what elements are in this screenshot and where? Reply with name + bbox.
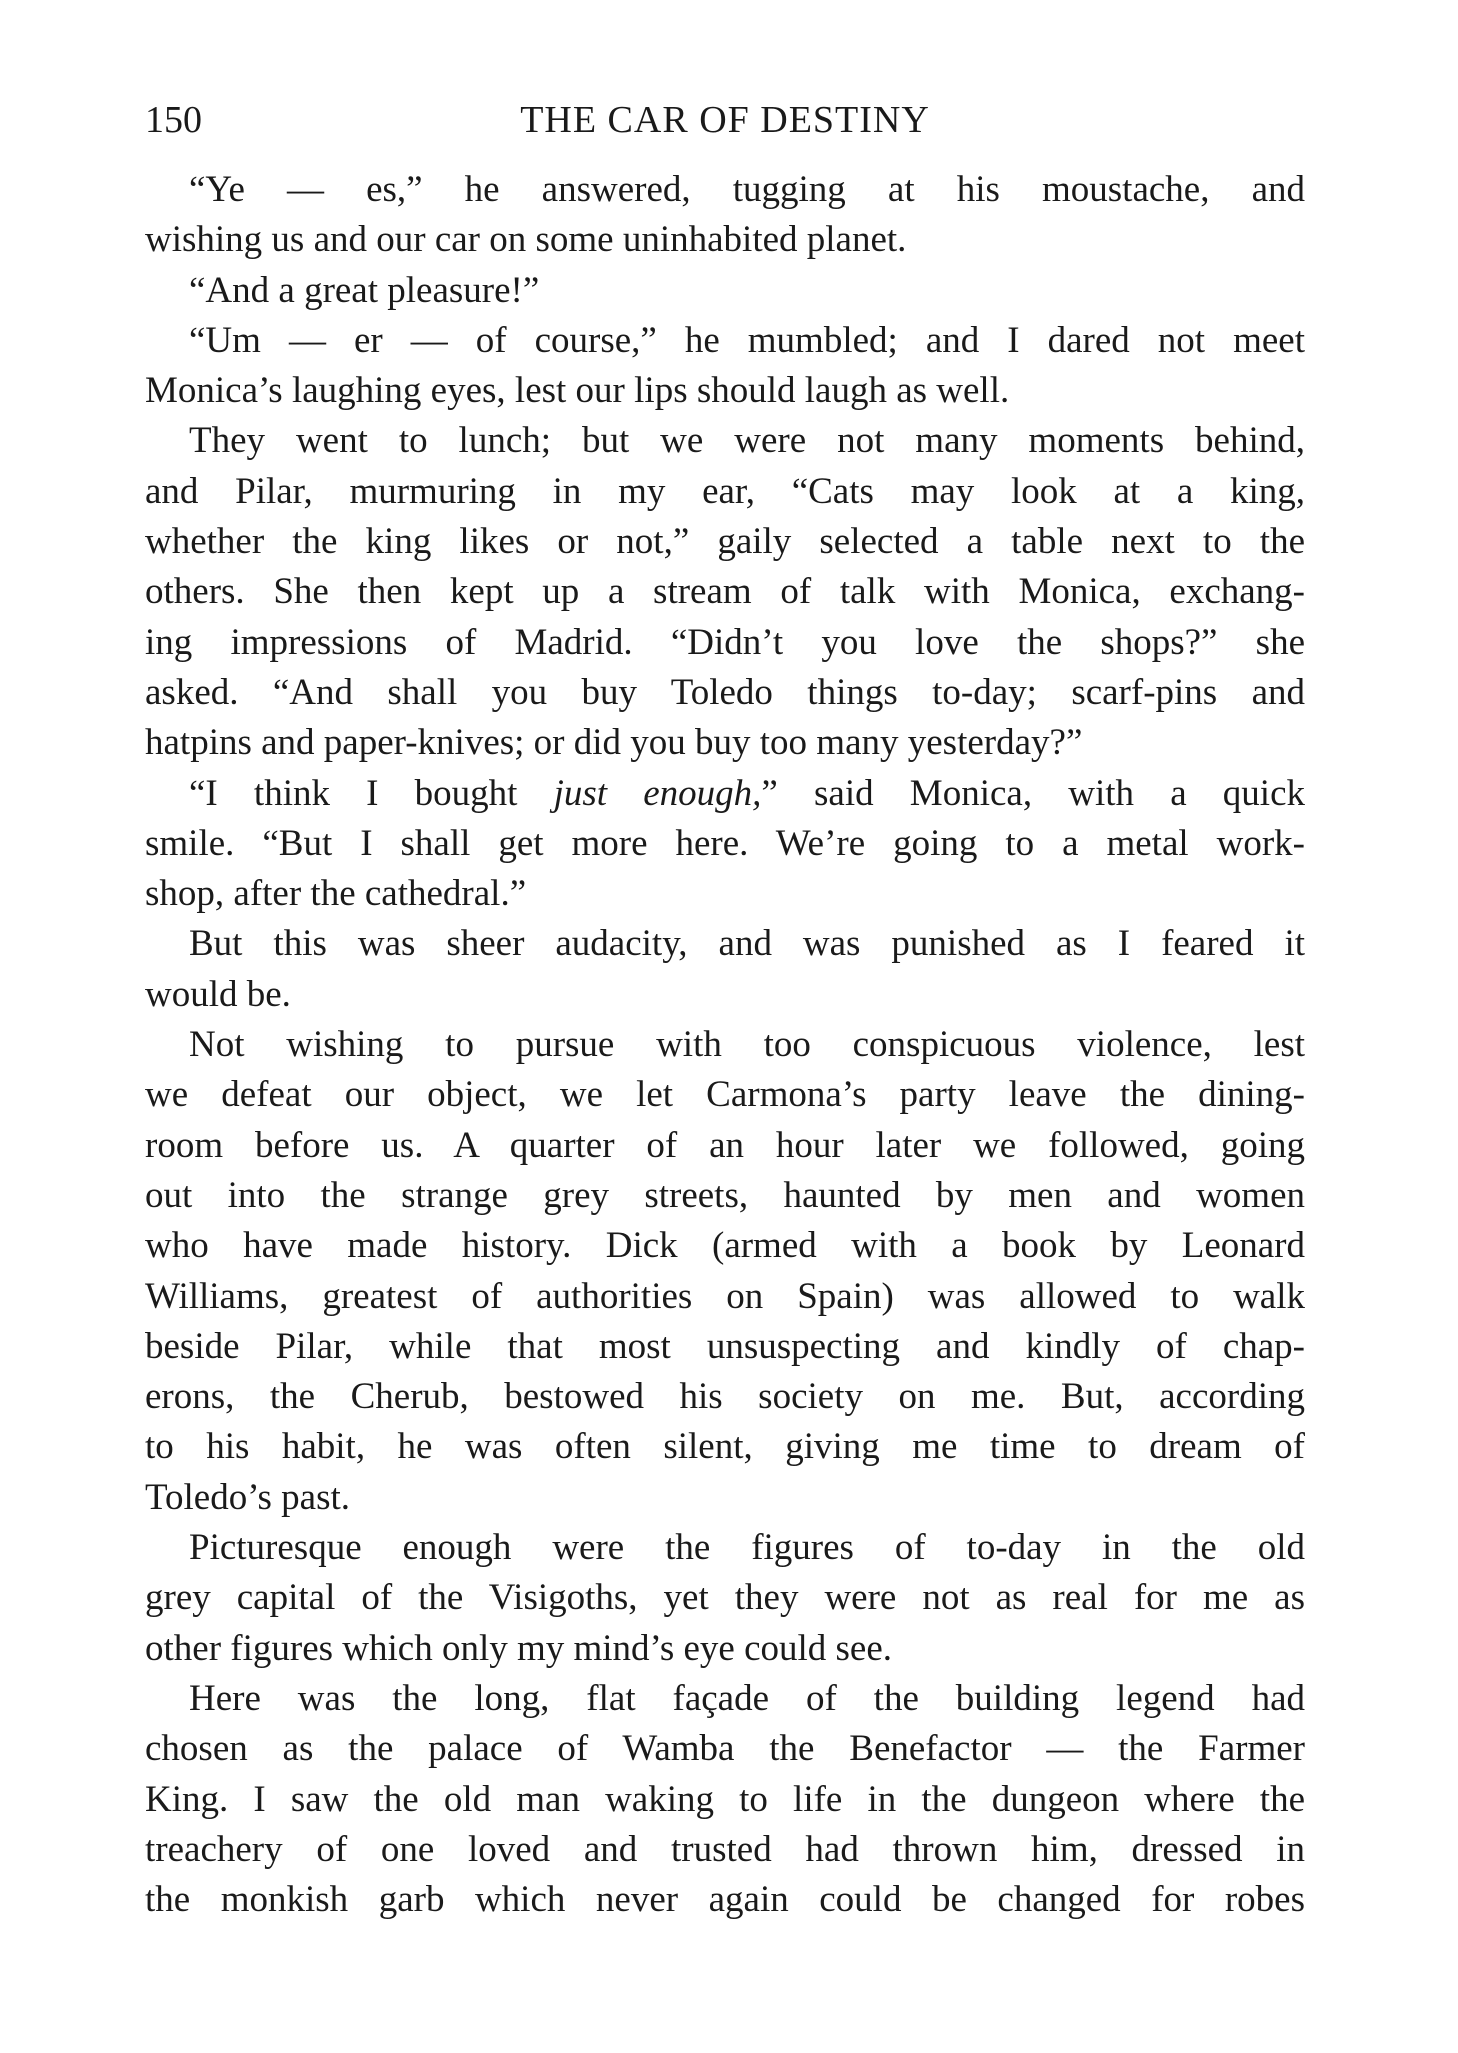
page-header (145, 96, 1305, 156)
text-segment: ” said Monica, with a quick (761, 772, 1305, 814)
page-number: 150 (145, 99, 202, 141)
text-line: “Ye — es,” he answered, tugging at his moustache, and (189, 169, 1305, 210)
text-line: chosen as the palace of Wamba the Benefactor — the Farmer (145, 1728, 1305, 1770)
italic-segment: just enough, (553, 772, 762, 814)
text-line: Toledo’s past. (145, 1476, 350, 1518)
text-line: out into the strange grey streets, haunted by men and women (145, 1174, 1305, 1216)
text-line: asked. “And shall you buy Toledo things to-day; scarf-pins and (145, 671, 1305, 713)
text-line: “Um — er — of course,” he mumbled; and I dared not meet (189, 319, 1305, 361)
text-line: the monkish garb which never again could be changed for robes (145, 1879, 1305, 1921)
text-line: hatpins and paper-knives; or did you buy too many yesterday?” (145, 722, 1083, 764)
text-line: Picturesque enough were the figures of to-day in the old (189, 1527, 1305, 1569)
running-title: THE CAR OF DESTINY (520, 99, 930, 141)
text-line: treachery of one loved and trusted had thrown him, dressed in (145, 1828, 1305, 1870)
text-line: other figures which only my mind’s eye could see. (145, 1627, 893, 1669)
text-line: Monica’s laughing eyes, lest our lips should laugh as well. (145, 370, 1010, 412)
text-line: smile. “But I shall get more here. We’re going to a metal work- (145, 822, 1305, 864)
text-line: Not wishing to pursue with too conspicuous violence, lest (189, 1024, 1305, 1066)
text-line: beside Pilar, while that most unsuspecting and kindly of chap- (145, 1325, 1305, 1367)
text-line: and Pilar, murmuring in my ear, “Cats may look at a king, (145, 470, 1305, 512)
text-line: whether the king likes or not,” gaily selected a table next to the (145, 521, 1305, 563)
text-line: we defeat our object, we let Carmona’s party leave the dining- (145, 1074, 1305, 1116)
text-segment: “I think I bought (189, 772, 554, 814)
text-line: to his habit, he was often silent, giving me time to dream of (145, 1426, 1305, 1468)
text-line: who have made history. Dick (armed with a book by Leonard (145, 1225, 1305, 1267)
text-line: shop, after the cathedral.” (145, 873, 527, 915)
text-line: They went to lunch; but we were not many moments behind, (189, 420, 1305, 462)
text-line: grey capital of the Visigoths, yet they were not as real for me as (145, 1577, 1305, 1619)
text-line: Williams, greatest of authorities on Spain) was allowed to walk (145, 1275, 1305, 1317)
text-line: ing impressions of Madrid. “Didn’t you love the shops?” she (145, 621, 1305, 663)
text-line: others. She then kept up a stream of talk with Monica, exchang- (145, 571, 1305, 613)
text-line: “And a great pleasure!” (189, 269, 540, 311)
text-line: But this was sheer audacity, and was punished as I feared it (189, 923, 1305, 965)
body-text (145, 165, 1305, 1925)
text-line: would be. (145, 973, 291, 1015)
text-line (145, 769, 1305, 819)
text-line: King. I saw the old man waking to life in the dungeon where the (145, 1778, 1305, 1820)
text-line: erons, the Cherub, bestowed his society on me. But, according (145, 1376, 1305, 1418)
text-line: wishing us and our car on some uninhabited planet. (145, 219, 907, 261)
text-line: room before us. A quarter of an hour later we followed, going (145, 1124, 1305, 1166)
text-line: Here was the long, flat façade of the building legend had (189, 1677, 1305, 1719)
